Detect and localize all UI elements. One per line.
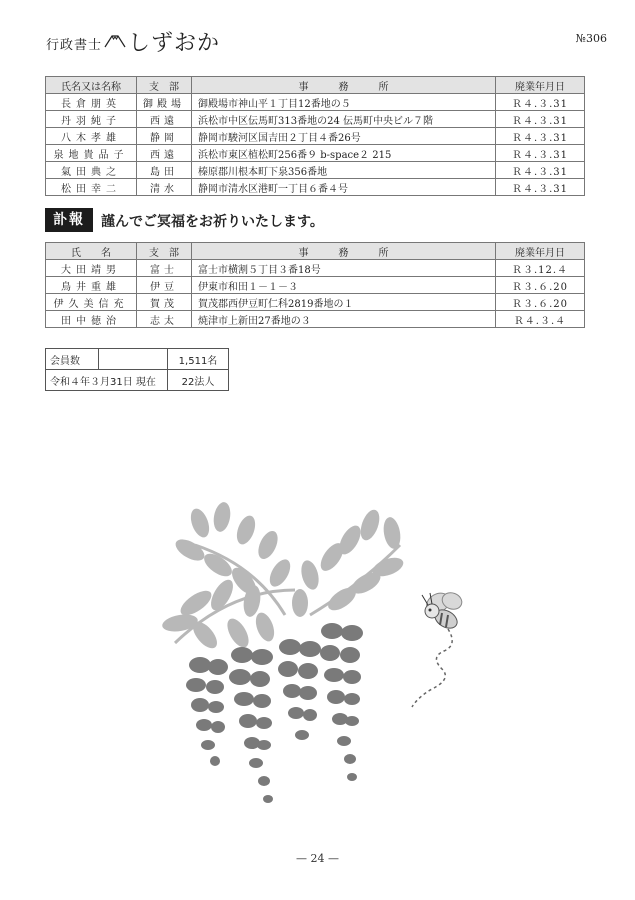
branch-cell: 西遠 [137,145,192,162]
column-header: 氏名又は名称 [46,77,137,94]
name-cell: 八木孝雄 [46,128,137,145]
closure-date-cell: Ｒ４.３.31 [496,179,585,196]
office-address-cell: 焼津市上新田27番地の３ [192,311,496,328]
column-header: 事 務 所 [192,77,496,94]
table-row [46,111,585,128]
table-header-row [46,243,585,260]
column-header: 廃業年月日 [496,243,585,260]
branch-cell: 志太 [137,311,192,328]
wisteria-leaves [161,501,406,653]
closure-date-cell: Ｒ４.３.31 [496,94,585,111]
table-row [46,277,585,294]
obituary-table-body [46,260,585,328]
logo-title: しずおか [128,31,221,56]
table-header-row [46,77,585,94]
office-address-cell: 賀茂郡西伊豆町仁科2819番地の１ [192,294,496,311]
blank-cell [99,349,168,370]
obituary-message: 謹んでご冥福をお祈りいたします。 [101,214,324,230]
bee-illustration [408,585,468,710]
office-address-cell: 御殿場市神山平１丁目12番地の５ [192,94,496,111]
branch-cell: 島田 [137,162,192,179]
name-cell: 大田靖男 [46,260,137,277]
closure-date-cell: Ｒ４.３.31 [496,145,585,162]
closure-date-cell: Ｒ３.12.４ [496,260,585,277]
branch-cell: 富士 [137,260,192,277]
closure-date-cell: Ｒ４.３.31 [496,128,585,145]
corporation-count-value: 22法人 [168,370,229,391]
member-count-date: 令和４年３月31日 現在 [46,370,168,391]
name-cell: 鳥井重雄 [46,277,137,294]
name-cell: 氣田典之 [46,162,137,179]
obituary-badge: 訃報 [45,208,93,232]
issue-number: №306 [575,32,607,45]
table-row [46,294,585,311]
name-cell: 泉地貴品子 [46,145,137,162]
column-header: 支 部 [137,77,192,94]
office-address-cell: 榛原郡川根本町下泉356番地 [192,162,496,179]
name-cell: 田中徳治 [46,311,137,328]
branch-cell: 西遠 [137,111,192,128]
office-address-cell: 浜松市東区植松町256番９ b-space２ 215 [192,145,496,162]
branch-cell: 清水 [137,179,192,196]
branch-cell: 賀茂 [137,294,192,311]
office-address-cell: 浜松市中区伝馬町313番地の24 伝馬町中央ビル７階 [192,111,496,128]
column-header: 廃業年月日 [496,77,585,94]
logo-subtitle: 行政書士 [46,38,103,53]
office-address-cell: 静岡市清水区港町一丁目６番４号 [192,179,496,196]
branch-cell: 御殿場 [137,94,192,111]
branch-cell: 伊豆 [137,277,192,294]
closure-date-cell: Ｒ４.３.31 [496,162,585,179]
closure-date-cell: Ｒ３.６.20 [496,294,585,311]
closure-date-cell: Ｒ３.６.20 [496,277,585,294]
closure-date-cell: Ｒ４.３.４ [496,311,585,328]
table-row [46,260,585,277]
column-header: 支 部 [137,243,192,260]
page-number: — 24 — [296,852,339,865]
office-address-cell: 静岡市駿河区国吉田２丁目４番26号 [192,128,496,145]
table-row [46,311,585,328]
office-address-cell: 富士市横割５丁目３番18号 [192,260,496,277]
table-row [46,128,585,145]
name-cell: 松田幸二 [46,179,137,196]
column-header: 事 務 所 [192,243,496,260]
obituary-table [45,242,585,328]
wisteria-flowers [186,623,363,803]
office-address-cell: 伊東市和田１－１－３ [192,277,496,294]
member-count-value: 1,511名 [168,349,229,370]
name-cell: 長倉朋英 [46,94,137,111]
table-row [46,94,585,111]
mount-fuji-icon [104,32,126,52]
member-count-label: 会員数 [46,349,99,370]
closures-table [45,76,585,196]
table-row [46,145,585,162]
wisteria-illustration [160,495,410,820]
table-row [46,179,585,196]
page-header [46,26,609,56]
table-row [46,162,585,179]
branch-cell: 静岡 [137,128,192,145]
member-count-box [45,348,229,391]
closures-table-body [46,94,585,196]
closure-date-cell: Ｒ４.３.31 [496,111,585,128]
name-cell: 丹羽純子 [46,111,137,128]
column-header: 氏 名 [46,243,137,260]
name-cell: 伊久美信充 [46,294,137,311]
